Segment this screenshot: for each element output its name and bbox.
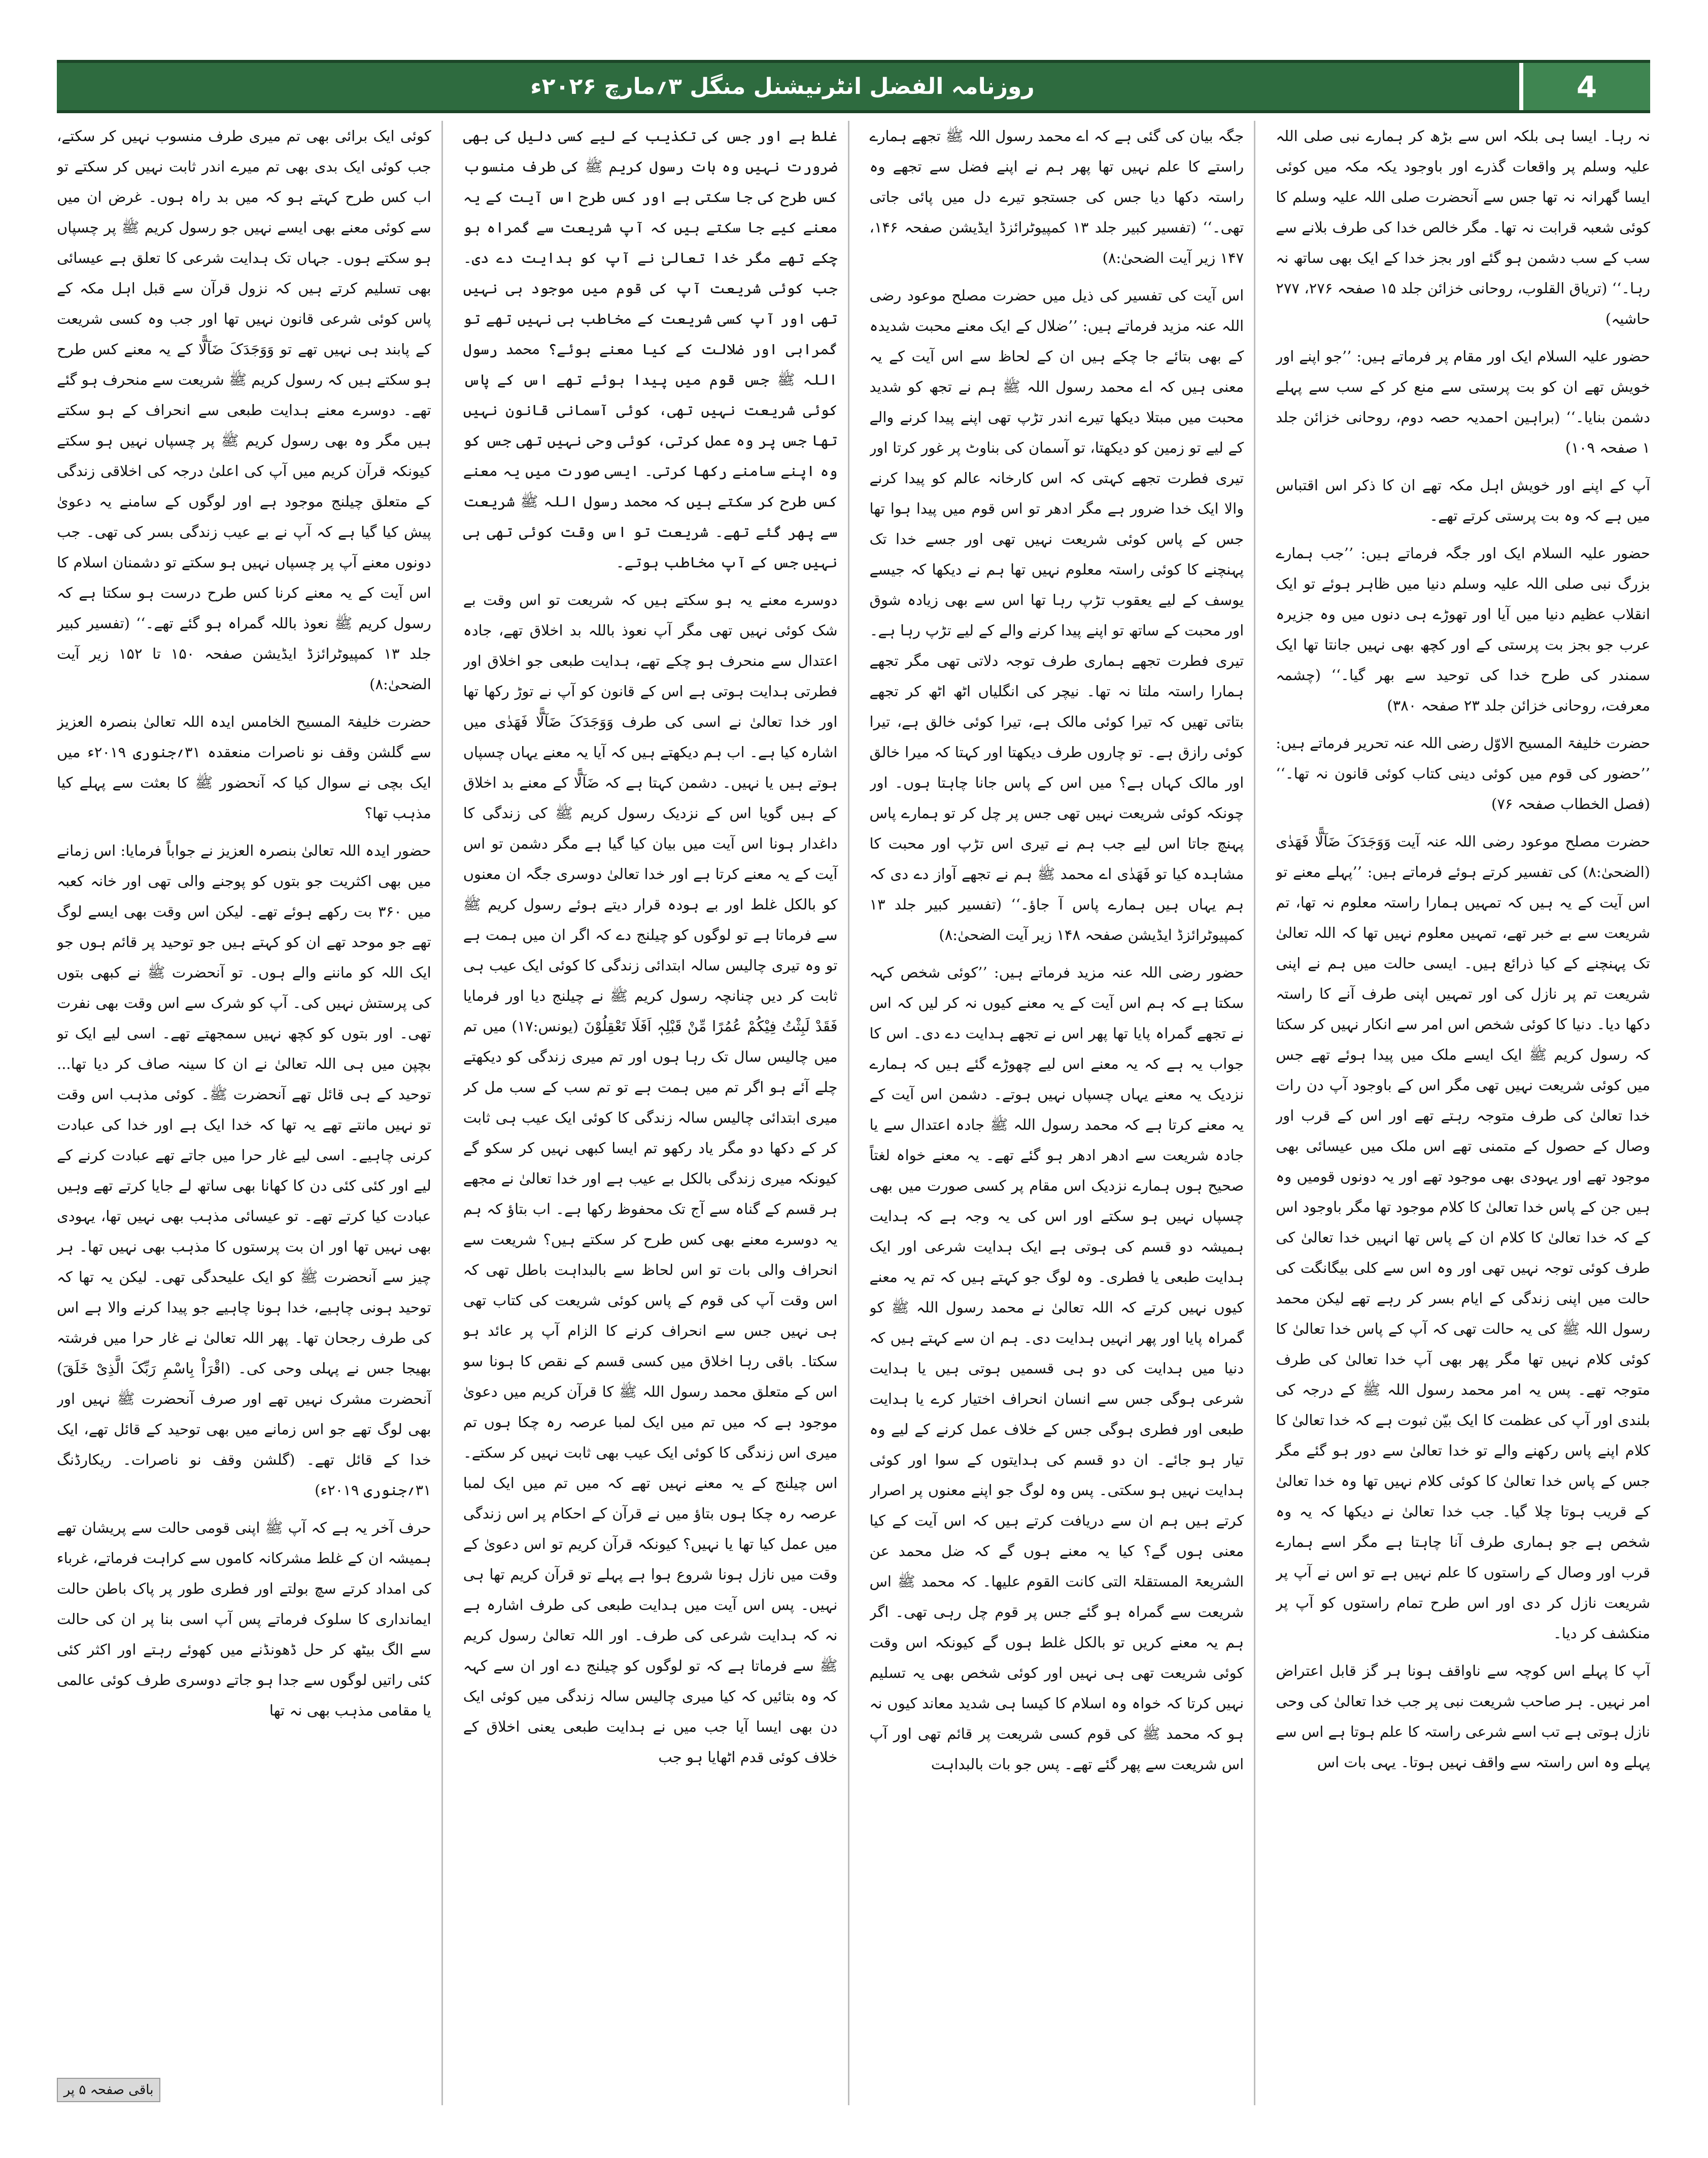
paragraph: آپ کے اپنے اور خویش اہل مکہ تھے ان کا ذکر اس اقتباس میں ہے کہ وہ بت پرستی کرتے تھے۔	[1276, 477, 1650, 524]
paragraph: حضرت خلیفۃ المسیح الخامس ایدہ اللہ تعالیٰ بنصرہ العزیز سے گلشن وقف نو ناصرات منعقدہ ۳۱؍جنوری ۲۰۱۹ء میں ایک بچی نے سوال کیا کہ آنحضور ﷺ کا بعثت سے پہلے کیا مذہب تھا؟	[57, 713, 431, 822]
paragraph: حضور ایدہ اللہ تعالیٰ بنصرہ العزیز نے جواباً فرمایا: اس زمانے میں بھی اکثریت جو بتوں کو پوجنے والی تھی اور خانہ کعبہ میں ۳۶۰ بت رکھے ہوئے تھے۔ لیکن اس وقت بھی ایسے لوگ تھے جو موحد تھے ان کو کہتے ہیں جو توحید پر قائم ہوں جو ایک اللہ کو ماننے والے ہوں۔ تو آنحضرت ﷺ نے کبھی بتوں کی پرستش نہیں کی۔ آپ کو شرک سے اس وقت بھی نفرت تھی۔ اور بتوں کو کچھ نہیں سمجھتے تھے۔ اسی لیے ایک تو بچپن میں ہی اللہ تعالیٰ نے ان کا سینہ صاف کر دیا تھا... توحید کے ہی قائل تھے آنحضرت ﷺ۔ کوئی مذہب اس وقت تو نہیں مانتے تھے یہ تھا کہ خدا ایک ہے اور خدا کی عبادت کرنی چاہیے۔ اسی لیے غار حرا میں جاتے تھے عبادت کرنے کے لیے اور کئی کئی دن کا کھانا بھی ساتھ لے جایا کرتے تھے وہیں عبادت کیا کرتے تھے۔ تو عیسائی مذہب بھی نہیں تھا، یہودی بھی نہیں تھا اور ان بت پرستوں کا مذہب بھی نہیں تھا۔ ہر چیز سے آنحضرت ﷺ کو ایک علیحدگی تھی۔ لیکن یہ تھا کہ توحید ہونی چاہیے، خدا ہونا چاہیے جو پیدا کرنے والا ہے اس کی طرف رجحان تھا۔ پھر اللہ تعالیٰ نے غار حرا میں فرشتہ بھیجا جس نے پہلی وحی کی۔ (اقْرَاْ بِاسْمِ رَبِّکَ الَّذِیْ خَلَقَ) آنحضرت مشرک نہیں تھے اور صرف آنحضرت ﷺ نہیں اور بھی لوگ تھے جو اس زمانے میں بھی توحید کے قائل تھے، ایک خدا کے قائل تھے۔ (گلشن وقف نو ناصرات۔ ریکارڈنگ ۳۱؍جنوری ۲۰۱۹ء)	[57, 842, 431, 1499]
continued-on-page-label: باقی صفحہ ۵ پر	[57, 2078, 160, 2102]
paragraph: حضرت خلیفۃ المسیح الاوّل رضی اللہ عنہ تحریر فرماتے ہیں: ’’حضور کی قوم میں کوئی دینی کتاب کوئی قانون نہ تھا۔‘‘ (فصل الخطاب صفحہ ۷۶)	[1276, 734, 1650, 813]
paragraph: غلط ہے اور جس کی تکذیب کے لیے کسی دلیل کی بھی ضرورت نہیں وہ بات رسول کریم ﷺ کی طرف منسوب کس طرح کی جا سکتی ہے اور کس طرح اس آیت کے یہ معنے کیے جا سکتے ہیں کہ آپ شریعت سے گمراہ ہو چکے تھے مگر خدا تعالیٰ نے آپ کو ہدایت دے دی۔ جب کوئی شریعت آپ کی قوم میں موجود ہی نہیں تھی اور آپ کسی شریعت کے مخاطب ہی نہیں تھے تو گمراہی اور ضلالت کے کیا معنے ہوئے؟ محمد رسول اللہ ﷺ جس قوم میں پیدا ہوئے تھے اس کے پاس کوئی شریعت نہیں تھی، کوئی آسمانی قانون نہیں تھا جس پر وہ عمل کرتی، کوئی وحی نہیں تھی جس کو وہ اپنے سامنے رکھا کرتی۔ ایسی صورت میں یہ معنے کس طرح کر سکتے ہیں کہ محمد رسول اللہ ﷺ شریعت سے پھر گئے تھے۔ شریعت تو اس وقت کوئی تھی ہی نہیں جس کے آپ مخاطب ہوتے۔	[463, 127, 838, 571]
paragraph: اس آیت کی تفسیر کی ذیل میں حضرت مصلح موعود رضی اللہ عنہ مزید فرماتے ہیں: ’’ضلال کے ایک معنے محبت شدیدہ کے بھی بتائے جا چکے ہیں ان کے لحاظ سے اس آیت کے یہ معنی ہیں کہ اے محمد رسول اللہ ﷺ ہم نے تجھ کو شدید محبت میں مبتلا دیکھا تیرے اندر تڑپ تھی اپنے پیدا کرنے والے کے لیے تو زمین کو دیکھتا، تو آسمان کی بناوٹ پر غور کرتا اور تیری فطرت تجھے کہتی کہ اس کارخانہ عالم کو پیدا کرنے والا ایک خدا ضرور ہے مگر ادھر تو اس قوم میں پیدا ہوا تھا جس کے پاس کوئی شریعت نہیں تھی اور جسے خدا تک پہنچنے کا کوئی راستہ معلوم نہیں تھا ہم نے دیکھا کہ جیسے یوسف کے لیے یعقوب تڑپ رہا تھا اس سے بھی زیادہ شوق اور محبت کے ساتھ تو اپنے پیدا کرنے والے کے لیے تڑپ رہا ہے۔ تیری فطرت تجھے ہماری طرف توجہ دلاتی تھی مگر تجھے ہمارا راستہ ملتا نہ تھا۔ نیچر کی انگلیاں اٹھ اٹھ کر تجھے بتاتی تھیں کہ تیرا کوئی مالک ہے، تیرا کوئی خالق ہے، تیرا کوئی رازق ہے۔ تو چاروں طرف دیکھتا اور کہتا کہ میرا خالق اور مالک کہاں ہے؟ میں اس کے پاس جانا چاہتا ہوں۔ اور چونکہ کوئی شریعت نہیں تھی جس پر چل کر تو ہمارے پاس پہنچ جاتا اس لیے جب ہم نے تیری اس تڑپ اور محبت کا مشاہدہ کیا تو فَھَدٰی اے محمد ﷺ ہم نے تجھے آواز دے دی کہ ہم یہاں ہیں ہمارے پاس آ جاؤ۔‘‘ (تفسیر کبیر جلد ۱۳ کمپیوٹرائزڈ ایڈیشن صفحہ ۱۴۸ زیر آیت الضحیٰ:۸)	[869, 287, 1244, 943]
paragraph: حضرت مصلح موعود رضی اللہ عنہ آیت وَوَجَدَکَ ضَآلًّا فَھَدٰی (الضحیٰ:۸) کی تفسیر کرتے ہوئے فرماتے ہیں: ’’پہلے معنے تو اس آیت کے یہ ہیں کہ تمہیں ہمارا راستہ معلوم نہ تھا، تم شریعت سے بے خبر تھے، تمہیں معلوم نہیں تھا کہ اللہ تعالیٰ تک پہنچنے کے کیا ذرائع ہیں۔ ایسی حالت میں ہم نے اپنی شریعت تم پر نازل کی اور تمہیں اپنی طرف آنے کا راستہ دکھا دیا۔ دنیا کا کوئی شخص اس امر سے انکار نہیں کر سکتا کہ رسول کریم ﷺ ایک ایسے ملک میں پیدا ہوئے تھے جس میں کوئی شریعت نہیں تھی مگر اس کے باوجود آپ دن رات خدا تعالیٰ کی طرف متوجہ رہتے تھے اور اس کے قرب اور وصال کے حصول کے متمنی تھے اس ملک میں عیسائی بھی موجود تھے اور یہودی بھی موجود تھے اور یہ دونوں قومیں وہ ہیں جن کے پاس خدا تعالیٰ کا کلام موجود تھا مگر باوجود اس کے کہ خدا تعالیٰ کا کلام ان کے پاس تھا انہیں خدا تعالیٰ کی طرف کوئی توجہ نہیں تھی اور وہ اس سے کلی بیگانگت کی حالت میں اپنی زندگی کے ایام بسر کر رہے تھے لیکن محمد رسول اللہ ﷺ کی یہ حالت تھی کہ آپ کے پاس خدا تعالیٰ کا کوئی کلام نہیں تھا مگر پھر بھی آپ خدا تعالیٰ کی طرف متوجہ تھے۔ پس یہ امر محمد رسول اللہ ﷺ کے درجہ کی بلندی اور آپ کی عظمت کا ایک بیّن ثبوت ہے کہ خدا تعالیٰ کا کلام اپنے پاس رکھنے والے تو خدا تعالیٰ سے دور ہو گئے مگر جس کے پاس خدا تعالیٰ کا کوئی کلام نہیں تھا وہ خدا تعالیٰ کے قریب ہوتا چلا گیا۔ جب خدا تعالیٰ نے دیکھا کہ یہ وہ شخص ہے جو ہماری طرف آنا چاہتا ہے مگر اسے ہمارے قرب اور وصال کے راستوں کا علم نہیں ہے تو اس نے آپ پر شریعت نازل کر دی اور اس طرح تمام راستوں کو آپ پر منکشف کر دیا۔	[1276, 833, 1650, 1642]
paragraph: آپ کا پہلے اس کوچہ سے ناواقف ہونا ہر گز قابل اعتراض امر نہیں۔ ہر صاحب شریعت نبی پر جب خدا تعالیٰ کی وحی نازل ہوتی ہے تب اسے شرعی راستہ کا علم ہوتا ہے اس سے پہلے وہ اس راستہ سے واقف نہیں ہوتا۔ یہی بات اس	[1276, 1662, 1650, 1771]
paragraph: جگہ بیان کی گئی ہے کہ اے محمد رسول اللہ ﷺ تجھے ہمارے راستے کا علم نہیں تھا پھر ہم نے اپنے فضل سے تجھے وہ راستہ دکھا دیا جس کی جستجو تیرے دل میں پائی جاتی تھی۔‘‘ (تفسیر کبیر جلد ۱۳ کمپیوٹرائزڈ ایڈیشن صفحہ ۱۴۶، ۱۴۷ زیر آیت الضحیٰ:۸)	[869, 127, 1244, 266]
paragraph: نہ رہا۔ ایسا ہی بلکہ اس سے بڑھ کر ہمارے نبی صلی اللہ علیہ وسلم پر واقعات گذرے اور باوجود یکہ مکہ میں کوئی ایسا گھرانہ نہ تھا جس سے آنحضرت صلی اللہ علیہ وسلم کا کوئی شعبہ قرابت نہ تھا۔ مگر خالص خدا کی طرف بلانے سے سب کے سب دشمن ہو گئے اور بجز خدا کے ایک بھی ساتھ نہ رہا۔‘‘ (تریاق القلوب، روحانی خزائن جلد ۱۵ صفحہ ۲۷۶، ۲۷۷ حاشیہ)	[1276, 127, 1650, 327]
column-3	[463, 121, 849, 2105]
column-1	[1276, 121, 1650, 2105]
paragraph: حضور علیہ السلام ایک اور مقام پر فرماتے ہیں: ’’جو اپنے اور خویش تھے ان کو بت پرستی سے منع کر کے سب سے پہلے دشمن بنایا۔‘‘ (براہین احمدیہ حصہ دوم، روحانی خزائن جلد ۱ صفحہ ۱۰۹)	[1276, 348, 1650, 456]
page-number: 4	[1519, 63, 1650, 110]
paragraph: حضور علیہ السلام ایک اور جگہ فرماتے ہیں: ’’جب ہمارے بزرگ نبی صلی اللہ علیہ وسلم دنیا میں ظاہر ہوئے تو ایک انقلاب عظیم دنیا میں آیا اور تھوڑے ہی دنوں میں وہ جزیرہ عرب جو بجز بت پرستی کے اور کچھ بھی نہیں جانتا تھا ایک سمندر کی طرح خدا کی توحید سے بھر گیا۔‘‘ (چشمہ معرفت، روحانی خزائن جلد ۲۳ صفحہ ۳۸۰)	[1276, 545, 1650, 714]
paragraph: کوئی ایک برائی بھی تم میری طرف منسوب نہیں کر سکتے، جب کوئی ایک بدی بھی تم میرے اندر ثابت نہیں کر سکتے تو اب کس طرح کہتے ہو کہ میں بد راہ ہوں۔ غرض ان میں سے کوئی معنے بھی ایسے نہیں جو رسول کریم ﷺ پر چسپاں ہو سکتے ہوں۔ جہاں تک ہدایت شرعی کا تعلق ہے عیسائی بھی تسلیم کرتے ہیں کہ نزول قرآن سے قبل اہل مکہ کے پاس کوئی شرعی قانون نہیں تھا اور جب وہ کسی شریعت کے پابند ہی نہیں تھے تو وَوَجَدَکَ ضَآلًّا کے یہ معنے کس طرح ہو سکتے ہیں کہ رسول کریم ﷺ شریعت سے منحرف ہو گئے تھے۔ دوسرے معنے ہدایت طبعی سے انحراف کے ہو سکتے ہیں مگر وہ بھی رسول کریم ﷺ پر چسپاں نہیں ہو سکتے کیونکہ قرآن کریم میں آپ کی اعلیٰ درجہ کی اخلاقی زندگی کے متعلق چیلنج موجود ہے اور لوگوں کے سامنے یہ دعویٰ پیش کیا گیا ہے کہ آپ نے بے عیب زندگی بسر کی تھی۔ جب دونوں معنے آپ پر چسپاں نہیں ہو سکتے تو دشمنان اسلام کا اس آیت کے یہ معنے کرنا کس طرح درست ہو سکتا ہے کہ رسول کریم ﷺ نعوذ باللہ گمراہ ہو گئے تھے۔‘‘ (تفسیر کبیر جلد ۱۳ کمپیوٹرائزڈ ایڈیشن صفحہ ۱۵۰ تا ۱۵۲ زیر آیت الضحیٰ:۸)	[57, 127, 431, 693]
newspaper-header	[57, 60, 1650, 113]
paragraph: حضور رضی اللہ عنہ مزید فرماتے ہیں: ’’کوئی شخص کہہ سکتا ہے کہ ہم اس آیت کے یہ معنے کیوں نہ کر لیں کہ اس نے تجھے گمراہ پایا تھا پھر اس نے تجھے ہدایت دے دی۔ اس کا جواب یہ ہے کہ یہ معنے اس لیے چھوڑے گئے ہیں کہ ہمارے نزدیک یہ معنے یہاں چسپاں نہیں ہوتے۔ دشمن اس آیت کے یہ معنے کرتا ہے کہ محمد رسول اللہ ﷺ جادہ اعتدال سے یا جادہ شریعت سے ادھر ادھر ہو گئے تھے۔ یہ معنے خواہ لغتاً صحیح ہوں ہمارے نزدیک اس مقام پر کسی صورت میں بھی چسپاں نہیں ہو سکتے اور اس کی یہ وجہ ہے کہ ہدایت ہمیشہ دو قسم کی ہوتی ہے ایک ہدایت شرعی اور ایک ہدایت طبعی یا فطری۔ وہ لوگ جو کہتے ہیں کہ تم یہ معنے کیوں نہیں کرتے کہ اللہ تعالیٰ نے محمد رسول اللہ ﷺ کو گمراہ پایا اور پھر انہیں ہدایت دی۔ ہم ان سے کہتے ہیں کہ دنیا میں ہدایت کی دو ہی قسمیں ہوتی ہیں یا ہدایت شرعی ہوگی جس سے انسان انحراف اختیار کرے یا ہدایت طبعی اور فطری ہوگی جس کے خلاف عمل کرنے کے لیے وہ تیار ہو جائے۔ ان دو قسم کی ہدایتوں کے سوا اور کوئی ہدایت نہیں ہو سکتی۔ پس وہ لوگ جو اپنے معنوں پر اصرار کرتے ہیں ہم ان سے دریافت کرتے ہیں کہ اس آیت کے کیا معنی ہوں گے؟ کیا یہ معنے ہوں گے کہ ضل محمد عن الشریعۃ المستقلۃ التی کانت القوم علیھا۔ کہ محمد ﷺ اس شریعت سے گمراہ ہو گئے جس پر قوم چل رہی تھی۔ اگر ہم یہ معنے کریں تو بالکل غلط ہوں گے کیونکہ اس وقت کوئی شریعت تھی ہی نہیں اور کوئی شخص بھی یہ تسلیم نہیں کرتا کہ خواہ وہ اسلام کا کیسا ہی شدید معاند کیوں نہ ہو کہ محمد ﷺ کی قوم کسی شریعت پر قائم تھی اور آپ اس شریعت سے پھر گئے تھے۔ پس جو بات بالبداہت	[869, 964, 1244, 1773]
newspaper-title: روزنامہ الفضل انٹرنیشنل منگل ۳؍مارچ ۲۰۲۶ء	[530, 74, 1035, 99]
paragraph: حرف آخر یہ ہے کہ آپ ﷺ اپنی قومی حالت سے پریشان تھے ہمیشہ ان کے غلط مشرکانہ کاموں سے کراہت فرماتے، غرباء کی امداد کرتے سچ بولتے اور فطری طور پر پاک باطن حالت ایمانداری کا سلوک فرماتے پس آپ اسی بنا پر ان کی حالت سے الگ بیٹھ کر حل ڈھونڈنے میں کھوئے رہتے اور اکثر کئی کئی راتیں لوگوں سے جدا ہو جاتے دوسری طرف کوئی عالمی یا مقامی مذہب بھی نہ تھا	[57, 1519, 431, 1719]
article-columns	[57, 121, 1650, 2105]
column-4	[57, 121, 443, 2105]
paragraph: دوسرے معنے یہ ہو سکتے ہیں کہ شریعت تو اس وقت بے شک کوئی نہیں تھی مگر آپ نعوذ باللہ بد اخلاق تھے، جادہ اعتدال سے منحرف ہو چکے تھے، ہدایت طبعی جو اخلاق اور فطرتی ہدایت ہوتی ہے اس کے قانون کو آپ نے توڑ رکھا تھا اور خدا تعالیٰ نے اسی کی طرف وَوَجَدَکَ ضَآلًّا فَھَدٰی میں اشارہ کیا ہے۔ اب ہم دیکھتے ہیں کہ آیا یہ معنے یہاں چسپاں ہوتے ہیں یا نہیں۔ دشمن کہتا ہے کہ ضَآلًّا کے معنے بد اخلاق کے ہیں گویا اس کے نزدیک رسول کریم ﷺ کی زندگی کا داغدار ہونا اس آیت میں بیان کیا گیا ہے مگر دشمن تو اس آیت کے یہ معنے کرتا ہے اور خدا تعالیٰ دوسری جگہ ان معنوں کو بالکل غلط اور بے ہودہ قرار دیتے ہوئے رسول کریم ﷺ سے فرماتا ہے تو لوگوں کو چیلنج دے کہ اگر ان میں ہمت ہے تو وہ تیری چالیس سالہ ابتدائی زندگی کا کوئی ایک عیب ہی ثابت کر دیں چنانچہ رسول کریم ﷺ نے چیلنج دیا اور فرمایا فَقَدْ لَبِثْتُ فِیْکُمْ عُمُرًا مِّنْ قَبْلِہٖ اَفَلَا تَعْقِلُوْنَ (یونس:۱۷) میں تم میں چالیس سال تک رہا ہوں اور تم میری زندگی کو دیکھتے چلے آئے ہو اگر تم میں ہمت ہے تو تم سب کے سب مل کر میری ابتدائی چالیس سالہ زندگی کا کوئی ایک عیب ہی ثابت کر کے دکھا دو مگر یاد رکھو تم ایسا کبھی نہیں کر سکو گے کیونکہ میری زندگی بالکل بے عیب ہے اور خدا تعالیٰ نے مجھے ہر قسم کے گناہ سے آج تک محفوظ رکھا ہے۔ اب بتاؤ کہ ہم یہ دوسرے معنے بھی کس طرح کر سکتے ہیں؟ شریعت سے انحراف والی بات تو اس لحاظ سے بالبداہت باطل تھی کہ اس وقت آپ کی قوم کے پاس کوئی شریعت کی کتاب تھی ہی نہیں جس سے انحراف کرنے کا الزام آپ پر عائد ہو سکتا۔ باقی رہا اخلاق میں کسی قسم کے نقص کا ہونا سو اس کے متعلق محمد رسول اللہ ﷺ کا قرآن کریم میں دعویٰ موجود ہے کہ میں تم میں ایک لمبا عرصہ رہ چکا ہوں تم میری اس زندگی کا کوئی ایک عیب بھی ثابت نہیں کر سکتے۔ اس چیلنج کے یہ معنے نہیں تھے کہ میں تم میں ایک لمبا عرصہ رہ چکا ہوں بتاؤ میں نے قرآن کے احکام پر اس زندگی میں عمل کیا تھا یا نہیں؟ کیونکہ قرآن کریم تو اس دعویٰ کے وقت میں نازل ہونا شروع ہوا ہے پہلے تو قرآن کریم تھا ہی نہیں۔ پس اس آیت میں ہدایت طبعی کی طرف اشارہ ہے نہ کہ ہدایت شرعی کی طرف۔ اور اللہ تعالیٰ رسول کریم ﷺ سے فرماتا ہے کہ تو لوگوں کو چیلنج دے اور ان سے کہہ کہ وہ بتائیں کہ کیا میری چالیس سالہ زندگی میں کوئی ایک دن بھی ایسا آیا جب میں نے ہدایت طبعی یعنی اخلاق کے خلاف کوئی قدم اٹھایا ہو جب	[463, 591, 838, 1766]
column-2	[870, 121, 1256, 2105]
